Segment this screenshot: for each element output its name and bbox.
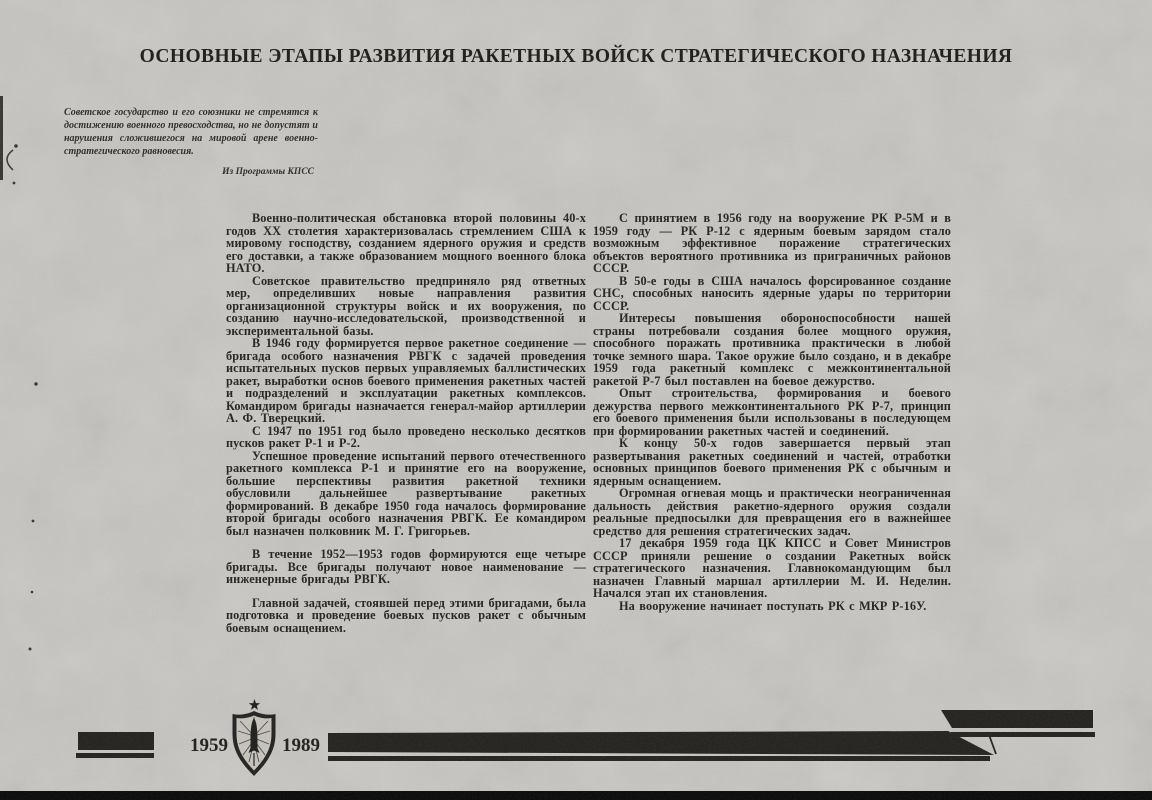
scan-bottom-edge	[0, 791, 1152, 800]
year-end: 1989	[282, 735, 320, 756]
middle-thin-bar	[328, 756, 990, 761]
scan-artifacts	[0, 96, 38, 651]
speck	[13, 182, 16, 185]
epigraph-text: Советское государство и его союзники не стремятся к достижению военного превосходства, но не допустят и нарушения сложившегося на мировой арене военно-стратегического равновесия.	[64, 107, 318, 157]
left-column	[226, 212, 586, 634]
paragraph: Главной задачей, стоявшей перед этими бригадами, была подготовка и проведение боевых пусков ракет с обычным боевым оснащением.	[226, 595, 586, 635]
page-title: ОСНОВНЫЕ ЭТАПЫ РАЗВИТИЯ РАКЕТНЫХ ВОЙСК СТРАТЕГИЧЕСКОГО НАЗНАЧЕНИЯ	[139, 46, 1013, 67]
paragraph: Успешное проведение испытаний первого отечественного ракетного комплекса Р-1 и принятие его на вооружение, большие перспективы развития ракетной техники обусловили дальнейшее развертывание ракетных формирований. В декабре 1950 года началось формирование второй бригады особого назначения РВГК. Ее командиром был назначен полковник М. Г. Григорьев.	[226, 448, 586, 538]
paragraph: Опыт строительства, формирования и боевого дежурства первого межконтинентального РК Р-7, принцип его боевого применения были использованы в последующем при формировании ракетных частей и соединений.	[593, 386, 951, 438]
paragraph: В 1946 году формируется первое ракетное соединение — бригада особого назначения РВГК с задачей проведения испытательных пусков первых управляемых баллистических ракет, выработки основ боевого применения ракетных частей и подразделений и эксплуатации ракетных комплексов. Командиром бригады назначается генерал-майор артиллерии А. Ф. Тверецкий.	[226, 336, 586, 425]
anniversary-emblem	[229, 698, 279, 787]
speck	[34, 382, 37, 385]
speck	[32, 520, 35, 523]
epigraph	[64, 107, 318, 179]
paragraph: В течение 1952—1953 годов формируются еще четыре бригады. Все бригады получают новое наименование — инженерные бригады РВГК.	[226, 547, 586, 586]
paragraph: На вооружение начинает поступать РК с МКР Р-16У.	[619, 598, 927, 613]
right-bar	[941, 710, 1093, 728]
paragraph: Интересы повышения обороноспособности нашей страны потребовали создания более мощного оружия, способного поражать противника практически в любой точке земного шара. Такое оружие было создано, и в декабре 1959 года ракетный комплекс с межконтинентальной ракетой Р-7 был поставлен на боевое дежурство.	[593, 311, 951, 388]
paragraph: Военно-политическая обстановка второй половины 40-х годов XX столетия характеризовалась стремлением США к мировому господству, созданием ядерного оружия и средств его доставки, а также образованием мощного военного блока НАТО.	[226, 211, 586, 275]
speck	[29, 648, 32, 651]
paragraph: Советское правительство предприняло ряд ответных мер, определивших новые направления развития организационной структуры войск и их вооружения, по созданию научно-исследовательской, производственной и экспериментальной базы.	[226, 273, 586, 338]
right-column	[593, 212, 951, 634]
left-thin-bar	[76, 753, 154, 758]
scan-edge-mark	[0, 96, 3, 180]
paragraph: В 50-е годы в США началось форсированное создание СНС, способных наносить ядерные удары по территории СССР.	[593, 273, 951, 313]
middle-bar	[328, 731, 994, 755]
speck	[31, 591, 34, 594]
year-start: 1959	[190, 735, 228, 756]
epigraph-attribution: Из Программы КПСС	[222, 166, 314, 177]
paragraph: К концу 50-х годов завершается первый этап развертывания ракетных соединений и частей, отработки основных принципов боевого применения РК с обычным и ядерным оснащением.	[593, 436, 951, 488]
paragraph: 17 декабря 1959 года ЦК КПСС и Совет Министров СССР приняли решение о создании Ракетных войск стратегического назначения. Главнокомандующим был назначен Главный маршал артиллерии М. И. Неделин. Начался этап их становления.	[593, 536, 951, 600]
body-text	[226, 212, 951, 634]
paragraph: С принятием в 1956 году на вооружение РК Р-5М и в 1959 году — РК Р-12 с ядерным боевым зарядом стало возможным эффективное поражение стратегических объектов вероятного противника из приграничных районов СССР.	[593, 211, 951, 275]
binder-mark	[7, 150, 13, 170]
right-thin-bar	[951, 732, 1095, 737]
left-bar	[78, 732, 154, 750]
speck	[14, 144, 18, 148]
paragraph: Огромная огневая мощь и практически неограниченная дальность действия ракетно-ядерного оружия создали реальные предпосылки для превращения его в важнейшее средство для решения стратегических задач.	[593, 486, 951, 538]
paragraph: С 1947 по 1951 год было проведено несколько десятков пусков ракет Р-1 и Р-2.	[226, 423, 586, 450]
star-icon	[249, 699, 260, 710]
